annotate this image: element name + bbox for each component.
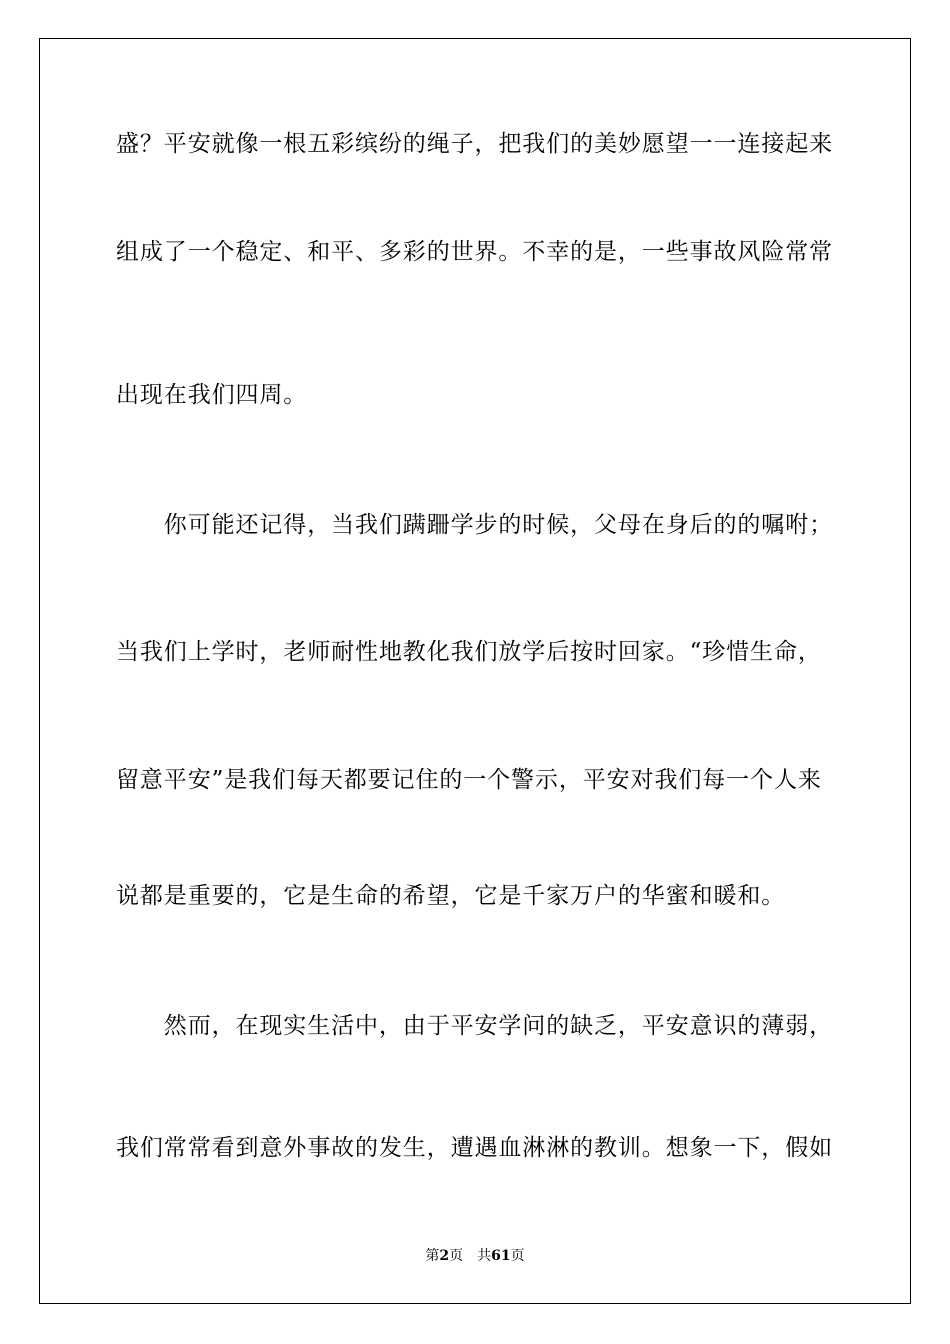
- text-line: 当我们上学时，老师耐性地教化我们放学后按时回家。“珍惜生命，: [116, 639, 822, 665]
- page-footer: [0, 1246, 950, 1266]
- total-prefix: 共: [477, 1248, 492, 1264]
- page-number: 2: [439, 1248, 450, 1264]
- page-suffix: 页: [449, 1248, 464, 1264]
- text-line: 出现在我们四周。: [116, 382, 308, 408]
- page-prefix: 第: [425, 1248, 440, 1264]
- text-line: 你可能还记得，当我们蹒跚学步的时候，父母在身后的的嘱咐；: [116, 512, 833, 538]
- text-line: 留意平安”是我们每天都要记住的一个警示，平安对我们每一个人来: [116, 767, 822, 793]
- total-pages: 61: [491, 1248, 511, 1264]
- text-line: 然而，在现实生活中，由于平安学问的缺乏，平安意识的薄弱，: [116, 1013, 833, 1039]
- text-line: 盛？平安就像一根五彩缤纷的绳子，把我们的美妙愿望一一连接起来: [116, 131, 833, 157]
- total-suffix: 页: [510, 1248, 525, 1264]
- text-line: 我们常常看到意外事故的发生，遭遇血淋淋的教训。想象一下，假如: [116, 1135, 833, 1161]
- text-line: 说都是重要的，它是生命的希望，它是千家万户的华蜜和暖和。: [116, 883, 786, 909]
- text-line: 组成了一个稳定、和平、多彩的世界。不幸的是，一些事故风险常常: [116, 239, 833, 265]
